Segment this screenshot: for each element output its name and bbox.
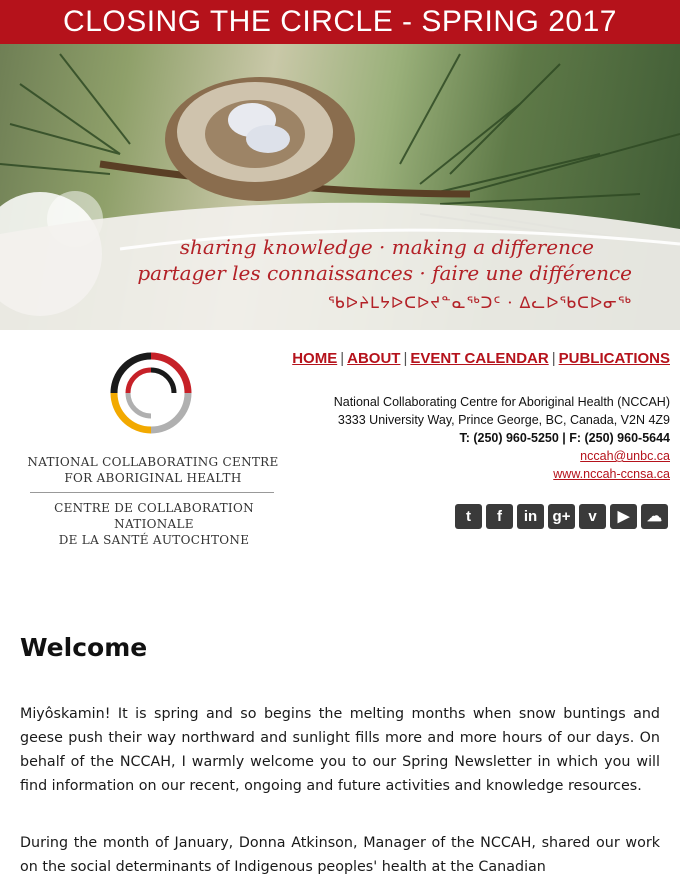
contact-block	[250, 393, 670, 483]
linkedin-icon[interactable]: in	[517, 504, 544, 529]
contact-org: National Collaborating Centre for Aboriginal Health (NCCAH)	[333, 395, 670, 409]
nav-separator: |	[403, 350, 408, 367]
contact-phone-fax: T: (250) 960-5250 | F: (250) 960-5644	[459, 431, 670, 445]
welcome-heading: Welcome	[20, 633, 148, 662]
org-name-english: NATIONAL COLLABORATING CENTRE FOR ABORIGINAL HEALTH	[27, 455, 279, 485]
welcome-paragraph-1: Miyôskamin! It is spring and so begins the melting months when snow buntings and geese push their way northward and sunlight fills more and more hours of our days. On behalf of the NCCAH, I warmly welcome you to our Spring Newsletter in which you will find information on our recent, ongoing and future activities and knowledge resources.	[20, 706, 660, 794]
tagline-inuktitut: ᖃᐅᔨᒪᔭᐅᑕᐅᔪᓐᓇᖅᑐᑦ · ᐃᓚᐅᖃᑕᐅᓂᖅ	[327, 293, 632, 312]
org-name-french: CENTRE DE COLLABORATION NATIONALE DE LA SANTÉ AUTOCHTONE	[54, 501, 254, 547]
nav-event-calendar-link[interactable]: EVENT CALENDAR	[410, 350, 549, 367]
nav-home-link[interactable]: HOME	[292, 350, 338, 367]
nav-publications-link[interactable]: PUBLICATIONS	[558, 350, 670, 367]
email-link[interactable]: nccah@unbc.ca	[580, 449, 670, 463]
nav-about-link[interactable]: ABOUT	[347, 350, 401, 367]
tagline-block	[137, 234, 632, 316]
google-plus-icon[interactable]: g+	[548, 504, 575, 529]
welcome-paragraph-2: During the month of January, Donna Atkinson, Manager of the NCCAH, shared our work on the social determinants of Indigenous peoples' health at the Canadian	[20, 835, 660, 875]
nav-separator: |	[551, 350, 556, 367]
top-nav	[292, 350, 670, 367]
newsletter-title: CLOSING THE CIRCLE - SPRING 2017	[0, 0, 680, 44]
nav-separator: |	[340, 350, 345, 367]
tagline-french: partager les connaissances · faire une différence	[137, 261, 632, 285]
nccah-logo	[110, 352, 192, 434]
banner-image	[0, 44, 680, 330]
twitter-icon[interactable]: t	[455, 504, 482, 529]
social-icons	[455, 504, 668, 529]
org-divider	[30, 492, 274, 493]
website-link[interactable]: www.nccah-ccnsa.ca	[553, 467, 670, 481]
facebook-icon[interactable]: f	[486, 504, 513, 529]
tagline-english: sharing knowledge · making a difference	[179, 235, 594, 259]
contact-address: 3333 University Way, Prince George, BC, Canada, V2N 4Z9	[337, 413, 670, 427]
vimeo-icon[interactable]: v	[579, 504, 606, 529]
soundcloud-icon[interactable]: ☁	[641, 504, 668, 529]
youtube-icon[interactable]: ▶	[610, 504, 637, 529]
